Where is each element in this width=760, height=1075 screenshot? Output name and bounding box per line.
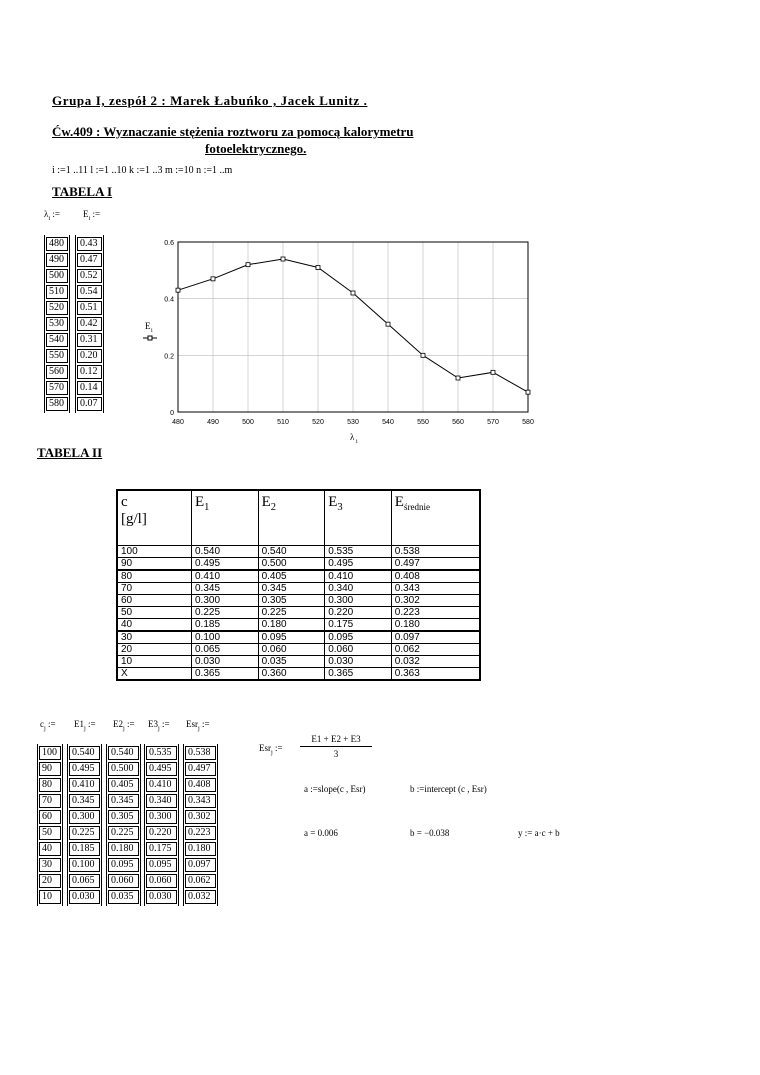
- vector-value-cell: 0.300: [69, 810, 100, 824]
- table-cell: 30: [117, 631, 192, 644]
- vector-value-cell: 0.535: [146, 746, 177, 760]
- range-definitions: i :=1 ..11 l :=1 ..10 k :=1 ..3 m :=10 n :=1 ..m: [52, 165, 233, 176]
- vector-value-cell: 0.495: [69, 762, 100, 776]
- x-tick-label: 570: [487, 419, 499, 426]
- e-definition: $E_i$ :=: [83, 209, 101, 222]
- vector-value-cell: 0.14: [77, 381, 102, 395]
- vector-value-cell: 0.345: [69, 794, 100, 808]
- esr-vector: [183, 744, 218, 906]
- vector-value-cell: 0.180: [185, 842, 216, 856]
- table-cell: 0.408: [391, 570, 480, 583]
- x-axis-label-sub: i: [356, 439, 358, 445]
- vector-value-cell: 0.180: [108, 842, 139, 856]
- table-cell: 0.495: [192, 558, 259, 571]
- vector-value-cell: 0.495: [146, 762, 177, 776]
- table-cell: 10: [117, 656, 192, 668]
- y-axis-label-sub: i: [151, 328, 153, 334]
- table-cell: 0.060: [325, 644, 392, 656]
- y-tick-label: 0.2: [164, 353, 174, 361]
- vector-value-cell: 490: [46, 253, 68, 267]
- vector-value-cell: 0.52: [77, 269, 102, 283]
- table-row: [117, 558, 480, 571]
- vector-value-cell: 0.408: [185, 778, 216, 792]
- x-tick-label: 520: [312, 419, 324, 426]
- absorbance-chart: [140, 232, 535, 447]
- table-cell: 0.363: [391, 668, 480, 681]
- data-point: [491, 370, 495, 374]
- vector-value-cell: 0.42: [77, 317, 102, 331]
- table-cell: 0.065: [192, 644, 259, 656]
- y-tick-label: 0.4: [164, 296, 174, 304]
- x-tick-label: 480: [172, 419, 184, 426]
- table-cell: 0.223: [391, 607, 480, 619]
- x-tick-label: 510: [277, 419, 289, 426]
- table-cell: 0.032: [391, 656, 480, 668]
- vector-value-cell: 0.12: [77, 365, 102, 379]
- vector-value-cell: 0.185: [69, 842, 100, 856]
- vector-value-cell: 0.060: [108, 874, 139, 888]
- e1-vector: [67, 744, 102, 906]
- group-line: Grupa I, zespół 2 : Marek Łabuńko , Jacek Lunitz .: [52, 93, 368, 108]
- x-tick-label: 550: [417, 419, 429, 426]
- table-cell: 0.365: [192, 668, 259, 681]
- y-legend-marker: [148, 336, 152, 340]
- vector-value-cell: 0.540: [108, 746, 139, 760]
- e2-vector: [106, 744, 141, 906]
- y-axis-label: [143, 321, 157, 340]
- table-cell: 0.225: [258, 607, 325, 619]
- table-cell: 0.540: [258, 546, 325, 558]
- table-cell: 0.180: [391, 619, 480, 632]
- e2-definition: $E2_j$ :=: [113, 719, 135, 732]
- table-cell: 0.220: [325, 607, 392, 619]
- intercept-definition: b :=intercept (c , Esr): [410, 784, 487, 794]
- col-e3-header: $E_3$: [325, 490, 392, 546]
- vector-value-cell: 0.095: [108, 858, 139, 872]
- table-cell: 0.500: [258, 558, 325, 571]
- data-point: [351, 291, 355, 295]
- table-row: [117, 583, 480, 595]
- vector-value-cell: 0.095: [146, 858, 177, 872]
- data-point: [246, 263, 250, 267]
- table-cell: 0.300: [325, 595, 392, 607]
- table-cell: 60: [117, 595, 192, 607]
- table-cell: 0.175: [325, 619, 392, 632]
- table-cell: 0.535: [325, 546, 392, 558]
- vector-value-cell: 90: [39, 762, 61, 776]
- e-vector: [75, 235, 104, 413]
- vector-value-cell: 0.060: [146, 874, 177, 888]
- vector-value-cell: 0.300: [146, 810, 177, 824]
- table-cell: X: [117, 668, 192, 681]
- data-point: [281, 257, 285, 261]
- esr-numerator: E1 + E2 + E3: [300, 734, 372, 747]
- table-cell: 0.360: [258, 668, 325, 681]
- vector-value-cell: 50: [39, 826, 61, 840]
- table-cell: 0.410: [192, 570, 259, 583]
- vector-value-cell: 0.47: [77, 253, 102, 267]
- table-cell: 0.538: [391, 546, 480, 558]
- table-row: [117, 619, 480, 632]
- tabela-2-heading: TABELA II: [37, 445, 103, 460]
- lambda-definition: $\lambda_i$ :=: [44, 209, 60, 222]
- x-tick-label: 500: [242, 419, 254, 426]
- table-cell: 90: [117, 558, 192, 571]
- data-point: [386, 322, 390, 326]
- vector-value-cell: 0.20: [77, 349, 102, 363]
- data-point: [456, 376, 460, 380]
- table-cell: 0.343: [391, 583, 480, 595]
- regression-formula: y := a·c + b: [518, 828, 560, 838]
- esr-formula-lhs: Esr$_j$ :=: [259, 743, 283, 756]
- table-cell: 0.095: [325, 631, 392, 644]
- table-cell: 70: [117, 583, 192, 595]
- vector-value-cell: 500: [46, 269, 68, 283]
- vector-value-cell: 20: [39, 874, 61, 888]
- table-row: [117, 668, 480, 681]
- table-cell: 0.225: [192, 607, 259, 619]
- vector-value-cell: 0.538: [185, 746, 216, 760]
- x-tick-labels: [172, 419, 534, 426]
- vector-value-cell: 30: [39, 858, 61, 872]
- esr-fraction: [300, 734, 372, 759]
- x-tick-label: 560: [452, 419, 464, 426]
- col-esr-header: $E_{średnie}$: [391, 490, 480, 546]
- x-tick-label: 540: [382, 419, 394, 426]
- table-row: [117, 607, 480, 619]
- vector-value-cell: 550: [46, 349, 68, 363]
- table-row: [117, 656, 480, 668]
- e1-definition: $E1_j$ :=: [74, 719, 96, 732]
- vector-value-cell: 0.07: [77, 397, 102, 411]
- vector-value-cell: 0.343: [185, 794, 216, 808]
- vector-value-cell: 0.410: [69, 778, 100, 792]
- table-cell: 0.060: [258, 644, 325, 656]
- vector-value-cell: 0.097: [185, 858, 216, 872]
- chart-grid: [178, 242, 528, 412]
- table-cell: 0.305: [258, 595, 325, 607]
- table-row: [117, 644, 480, 656]
- table-cell: 0.097: [391, 631, 480, 644]
- vector-value-cell: 0.51: [77, 301, 102, 315]
- vector-value-cell: 0.032: [185, 890, 216, 904]
- lambda-vector: [44, 235, 70, 413]
- intercept-value: b = −0.038: [410, 828, 450, 838]
- vector-value-cell: 80: [39, 778, 61, 792]
- vector-value-cell: 10: [39, 890, 61, 904]
- data-point: [421, 353, 425, 357]
- x-tick-label: 490: [207, 419, 219, 426]
- table-cell: 0.030: [325, 656, 392, 668]
- vector-value-cell: 530: [46, 317, 68, 331]
- vector-value-cell: 0.062: [185, 874, 216, 888]
- table-cell: 0.340: [325, 583, 392, 595]
- x-axis-label-text: λ: [350, 432, 355, 442]
- vector-value-cell: 0.405: [108, 778, 139, 792]
- vector-value-cell: 100: [39, 746, 61, 760]
- e3-definition: $E3_j$ :=: [148, 719, 170, 732]
- table-cell: 100: [117, 546, 192, 558]
- vector-value-cell: 60: [39, 810, 61, 824]
- vector-value-cell: 0.225: [69, 826, 100, 840]
- table-cell: 40: [117, 619, 192, 632]
- col-e2-header: $E_2$: [258, 490, 325, 546]
- e3-vector: [144, 744, 179, 906]
- exercise-title-line2: fotoelektrycznego.: [205, 141, 307, 156]
- y-tick-labels: [164, 240, 174, 417]
- data-point: [176, 288, 180, 292]
- y-tick-label: 0: [170, 410, 174, 417]
- vector-value-cell: 70: [39, 794, 61, 808]
- col-e1-header: $E_1$: [192, 490, 259, 546]
- vector-value-cell: 0.500: [108, 762, 139, 776]
- vector-value-cell: 510: [46, 285, 68, 299]
- table-cell: 20: [117, 644, 192, 656]
- vector-value-cell: 0.340: [146, 794, 177, 808]
- table-cell: 0.185: [192, 619, 259, 632]
- data-point: [316, 266, 320, 270]
- vector-value-cell: 0.223: [185, 826, 216, 840]
- vector-value-cell: 0.175: [146, 842, 177, 856]
- exercise-title-line1: Ćw.409 : Wyznaczanie stężenia roztworu za pomocą kalorymetru: [52, 124, 414, 139]
- y-tick-label: 0.6: [164, 240, 174, 247]
- esr-definition: Esr$_j$ :=: [186, 719, 210, 732]
- vector-value-cell: 0.410: [146, 778, 177, 792]
- table-cell: 0.495: [325, 558, 392, 571]
- x-tick-label: 580: [522, 419, 534, 426]
- table-cell: 0.062: [391, 644, 480, 656]
- table-cell: 0.410: [325, 570, 392, 583]
- col-c-header: c [g/l]: [117, 490, 192, 546]
- vector-value-cell: 0.540: [69, 746, 100, 760]
- vector-value-cell: 560: [46, 365, 68, 379]
- vector-value-cell: 540: [46, 333, 68, 347]
- vector-value-cell: 0.302: [185, 810, 216, 824]
- vector-value-cell: 0.31: [77, 333, 102, 347]
- vector-value-cell: 0.497: [185, 762, 216, 776]
- vector-value-cell: 0.43: [77, 237, 102, 251]
- table-cell: 80: [117, 570, 192, 583]
- table-cell: 0.035: [258, 656, 325, 668]
- table-cell: 0.345: [192, 583, 259, 595]
- vector-value-cell: 0.030: [69, 890, 100, 904]
- vector-value-cell: 0.035: [108, 890, 139, 904]
- table-cell: 0.300: [192, 595, 259, 607]
- c-definition: $c_j$ :=: [40, 719, 56, 732]
- table-cell: 0.540: [192, 546, 259, 558]
- vector-value-cell: 0.225: [108, 826, 139, 840]
- vector-value-cell: 0.54: [77, 285, 102, 299]
- table-row: [117, 595, 480, 607]
- table-cell: 0.180: [258, 619, 325, 632]
- vector-value-cell: 0.030: [146, 890, 177, 904]
- tabela-2: [116, 489, 481, 681]
- tabela-1-heading: TABELA I: [52, 184, 113, 199]
- table-cell: 0.345: [258, 583, 325, 595]
- y-axis-label-text: E: [145, 321, 151, 331]
- table-cell: 50: [117, 607, 192, 619]
- x-tick-label: 530: [347, 419, 359, 426]
- table-cell: 0.365: [325, 668, 392, 681]
- table-cell: 0.497: [391, 558, 480, 571]
- table-row: [117, 546, 480, 558]
- vector-value-cell: 0.305: [108, 810, 139, 824]
- vector-value-cell: 0.220: [146, 826, 177, 840]
- esr-denominator: 3: [333, 749, 339, 759]
- table-row: [117, 631, 480, 644]
- vector-value-cell: 570: [46, 381, 68, 395]
- table-cell: 0.302: [391, 595, 480, 607]
- vector-value-cell: 520: [46, 301, 68, 315]
- table-cell: 0.030: [192, 656, 259, 668]
- table-cell: 0.095: [258, 631, 325, 644]
- vector-value-cell: 580: [46, 397, 68, 411]
- table-row: [117, 570, 480, 583]
- x-axis-label: [350, 432, 358, 445]
- slope-definition: a :=slope(c , Esr): [304, 784, 366, 794]
- c-vector: [37, 744, 63, 906]
- vector-value-cell: 0.345: [108, 794, 139, 808]
- vector-value-cell: 0.100: [69, 858, 100, 872]
- vector-value-cell: 0.065: [69, 874, 100, 888]
- table-cell: 0.405: [258, 570, 325, 583]
- data-point: [211, 277, 215, 281]
- slope-value: a = 0.006: [304, 828, 338, 838]
- vector-value-cell: 40: [39, 842, 61, 856]
- vector-value-cell: 480: [46, 237, 68, 251]
- table-cell: 0.100: [192, 631, 259, 644]
- data-point: [526, 390, 530, 394]
